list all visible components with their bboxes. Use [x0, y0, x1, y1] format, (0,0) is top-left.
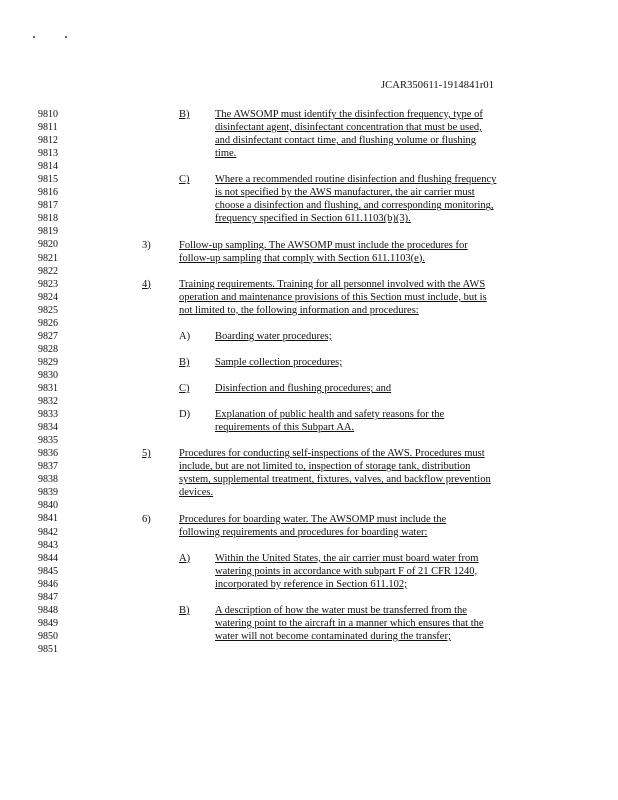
line-number: 9812	[38, 135, 58, 147]
line-number: 9843	[38, 539, 58, 551]
line-number: 9828	[38, 343, 58, 355]
line-number: 9823	[38, 278, 58, 290]
line-number: 9837	[38, 461, 58, 473]
line-number: 9818	[38, 213, 58, 225]
line-number: 9838	[38, 474, 58, 486]
item-text-line: and disinfectant contact time, and flushing volume or flushing	[215, 135, 476, 147]
line-number: 9816	[38, 187, 58, 199]
line-number: 9820	[38, 239, 58, 251]
item-label: B)	[179, 356, 190, 368]
item-label: 4)	[142, 278, 151, 290]
item-label: A)	[179, 552, 191, 564]
item-label: 6)	[142, 513, 151, 525]
item-text-line: Procedures for boarding water. The AWSOMP must include the	[179, 513, 447, 525]
item-text-line: choose a disinfection and flushing, and corresponding monitoring,	[215, 200, 494, 212]
line-number: 9822	[38, 265, 58, 277]
line-number: 9840	[38, 500, 58, 512]
item-text-line: watering points in accordance with subpart F of 21 CFR 1240,	[215, 565, 478, 577]
item-label: A)	[179, 330, 191, 342]
line-number: 9836	[38, 448, 58, 460]
item-label: C)	[179, 383, 190, 395]
item-text-line: Disinfection and flushing procedures; and	[215, 383, 392, 395]
item-label: D)	[179, 409, 191, 421]
item-text-line: A description of how the water must be transferred from the	[215, 604, 467, 616]
line-number: 9834	[38, 422, 58, 434]
item-label: B)	[179, 109, 190, 120]
line-number: 9850	[38, 630, 58, 642]
item-text-line: Within the United States, the air carrier must board water from	[215, 552, 479, 564]
line-number: 9846	[38, 578, 58, 590]
line-number: 9826	[38, 317, 58, 329]
item-text-line: Follow-up sampling. The AWSOMP must include the procedures for	[179, 239, 468, 251]
item-text-line: Procedures for conducting self-inspections of the AWS. Procedures must	[179, 448, 485, 460]
item-text-line: incorporated by reference in Section 611.102;	[215, 578, 408, 590]
item-label: 3)	[142, 239, 151, 251]
item-text-line: include, but are not limited to, inspection of storage tank, distribution	[179, 461, 471, 473]
line-number: 9813	[38, 148, 58, 160]
line-number: 9851	[38, 643, 58, 655]
corner-mark-left	[33, 36, 35, 38]
line-number: 9811	[38, 122, 58, 134]
item-text-line: not limited to, the following information and procedures:	[179, 304, 419, 316]
line-number: 9815	[38, 174, 58, 186]
line-number: 9810	[38, 109, 58, 120]
item-text-line: requirements of this Subpart AA.	[215, 422, 355, 434]
item-text-line: watering point to the aircraft in a manner which ensures that the	[215, 617, 484, 629]
line-number: 9845	[38, 565, 58, 577]
item-text-line: operation and maintenance provisions of this Section must include, but is	[179, 291, 487, 303]
line-number: 9833	[38, 409, 58, 421]
line-number: 9832	[38, 396, 58, 408]
item-text-line: system, supplemental treatment, fixtures, valves, and backflow prevention	[179, 474, 491, 486]
item-text-line: disinfectant agent, disinfectant concentration that must be used,	[215, 122, 482, 134]
item-text-line: frequency specified in Section 611.1103(b)(3).	[215, 213, 411, 225]
line-number: 9814	[38, 161, 58, 173]
item-label: C)	[179, 174, 190, 186]
item-text-line: Training requirements. Training for all personnel involved with the AWS	[179, 278, 486, 290]
line-number: 9841	[38, 513, 58, 525]
item-text-line: time.	[215, 148, 237, 160]
item-text-line: devices.	[179, 487, 214, 499]
item-text-line: following requirements and procedures for boarding water:	[179, 526, 428, 538]
line-number: 9819	[38, 226, 58, 238]
line-number: 9831	[38, 382, 58, 394]
corner-mark-right	[65, 36, 67, 38]
line-number: 9817	[38, 200, 58, 212]
line-number: 9821	[38, 252, 58, 264]
item-label: B)	[179, 604, 190, 616]
line-number-column	[38, 108, 88, 656]
line-number: 9829	[38, 356, 58, 368]
line-number: 9844	[38, 552, 58, 564]
item-text-line: follow-up sampling that comply with Section 611.1103(e).	[179, 252, 425, 264]
line-number: 9848	[38, 604, 58, 616]
line-number: 9849	[38, 617, 58, 629]
item-text-line: The AWSOMP must identify the disinfection frequency, type of	[215, 109, 483, 120]
item-text-line: Boarding water procedures;	[215, 330, 332, 342]
line-number: 9839	[38, 487, 58, 499]
line-number: 9842	[38, 526, 58, 538]
document-code: JCAR350611-1914841r01	[381, 80, 495, 91]
item-text-line: water will not become contaminated during the transfer;	[215, 631, 451, 642]
line-number: 9824	[38, 291, 58, 303]
item-text-line: Explanation of public health and safety reasons for the	[215, 409, 445, 421]
line-number: 9827	[38, 330, 58, 342]
line-number: 9847	[38, 591, 58, 603]
line-number: 9825	[38, 304, 58, 316]
item-text-line: Where a recommended routine disinfection and flushing frequency	[215, 174, 497, 186]
item-text-line: Sample collection procedures;	[215, 356, 343, 368]
item-label: 5)	[142, 448, 151, 460]
line-number: 9830	[38, 369, 58, 381]
line-number: 9835	[38, 435, 58, 447]
item-text-line: is not specified by the AWS manufacturer, the air carrier must	[215, 187, 475, 199]
